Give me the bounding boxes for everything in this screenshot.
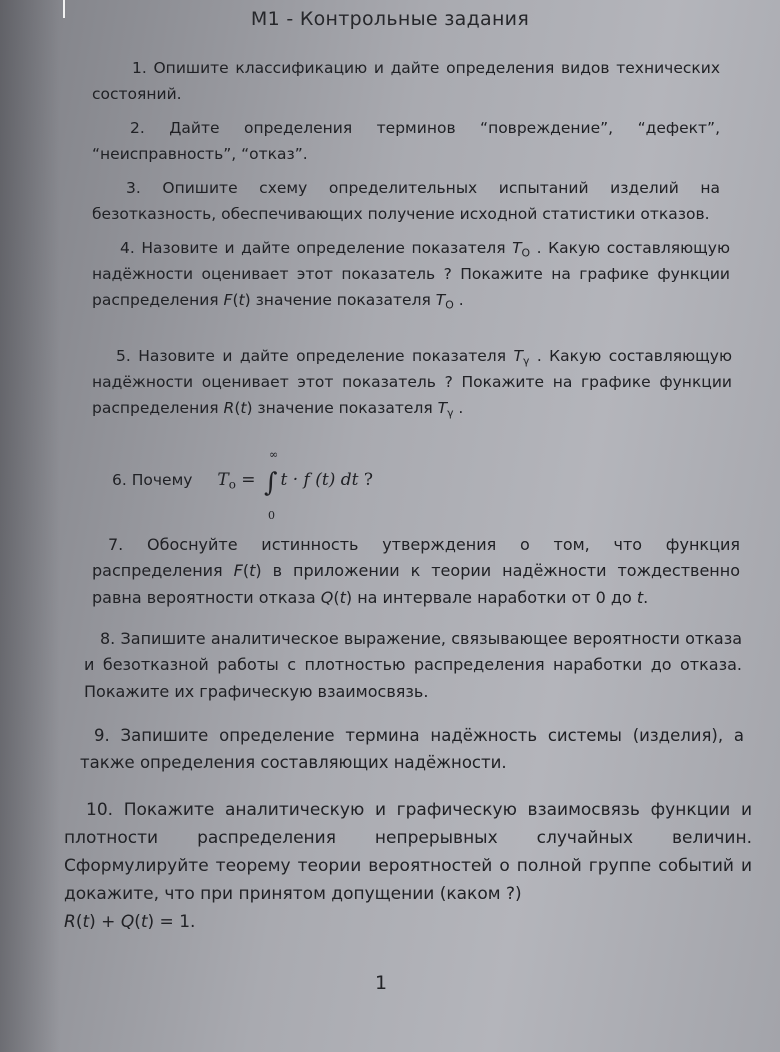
math-variable: t [238,290,245,309]
question-text: Опишите схему определительных испытаний изделий на безотказность, обеспечивающих получение исходной статистики отказов. [92,179,720,223]
math-variable: T [217,470,229,490]
question-text: . Какую составляющую надёжности оценивает этот показатель ? Покажите на графике функции распределения [92,239,730,309]
math-variable: F [233,561,243,581]
question-5 [92,344,732,422]
question-text: . [643,587,649,607]
question-number: 6. [112,471,127,489]
math-variable: F [223,290,233,309]
question-10 [64,796,752,936]
question-4 [92,236,730,314]
question-number: 1. [132,59,147,77]
question-text: ) значение показателя [244,290,436,309]
math-variable: t [636,587,644,607]
question-6 [112,448,512,522]
question-text: Опишите классификацию и дайте определения видов технических состояний. [92,59,720,103]
math-variable: R [223,398,235,417]
question-number: 3. [126,179,141,197]
integral-upper-limit: ∞ [268,448,279,461]
math-symbol: ) = 1. [147,912,196,933]
math-variable: t [339,587,346,607]
question-number: 10. [86,800,114,820]
question-text: Обоснуйте истинность утверждения о том, что функция распределения [92,535,740,581]
math-symbol: ( [134,912,141,933]
question-text: . Какую составляющую надёжности оценивает этот показатель ? Покажите на графике функции распределения [92,347,732,417]
page-number: 1 [375,972,388,994]
page-shadow [0,0,60,1052]
integrand: t · f (t) dt [280,470,359,490]
math-variable: T [513,347,523,365]
math-subscript: O [521,246,531,260]
question-text: ( [333,587,340,607]
question-1 [92,56,720,107]
integral-lower-limit: 0 [267,508,275,522]
question-2 [92,116,720,167]
question-text: Назовите и дайте определение показателя [138,347,514,365]
math-variable: T [437,398,448,417]
page-title: М1 - Контрольные задания [250,8,530,30]
question-text: Дайте определения терминов “повреждение”, “дефект”, “неисправность”, “отказ”. [92,119,720,163]
question-text: ) в приложении к теории надёжности тождественно равна вероятности отказа [92,561,741,607]
question-text: Назовите и дайте определение показателя [141,239,513,257]
question-text: ( [232,290,239,309]
math-variable: Q [120,912,135,933]
integral-sign: ∫ ∞ 0 [264,462,278,505]
question-text: ( [234,398,241,417]
question-number: 7. [108,535,124,554]
math-variable: t [82,912,90,933]
equals-sign: = [235,470,261,490]
question-text: ( [242,561,250,581]
math-variable: R [64,912,76,933]
question-3 [92,176,720,227]
question-8 [84,626,742,705]
math-variable: t [249,561,256,581]
question-number: 4. [120,239,135,257]
question-text: Запишите определение термина надёжность системы (изделия), а также определения составляющих надёжности. [80,726,744,773]
math-variable: t [140,912,148,933]
math-subscript: O [445,297,454,311]
question-text: ) на интервале наработки от 0 до [345,587,637,607]
math-subscript: γ [447,405,454,419]
integral-formula [217,448,373,522]
question-text: Покажите аналитическую и графическую взаимосвязь функции и плотности распределения непрерывных случайных величин. Сформулируйте теорему теории вероятностей о полной группе событий и докажите, что при принятом допущении (каком ?) [64,800,752,905]
question-number: 5. [116,347,131,365]
question-7 [92,532,740,611]
question-text: . [453,290,464,309]
question-text: Запишите аналитическое выражение, связывающее вероятности отказа и безотказной работы с плотностью распределения наработки до отказа. Покажите их графическую взаимосвязь. [84,629,742,701]
question-9 [80,722,744,776]
math-symbol: ) + [89,912,121,933]
question-text: . [453,398,464,417]
question-number: 2. [130,119,145,137]
math-subscript: γ [522,354,530,368]
math-symbol: ( [75,912,83,933]
question-number: 8. [100,629,116,648]
question-text: ) значение показателя [246,398,438,417]
math-variable: Q [320,587,334,607]
math-variable: t [240,398,247,417]
probability-equation [64,908,752,936]
math-variable: T [435,290,446,309]
question-number: 9. [94,726,110,745]
math-variable: T [512,239,522,257]
question-text: Почему [131,471,193,489]
question-mark: ? [358,470,373,490]
math-subscript: o [228,477,236,492]
